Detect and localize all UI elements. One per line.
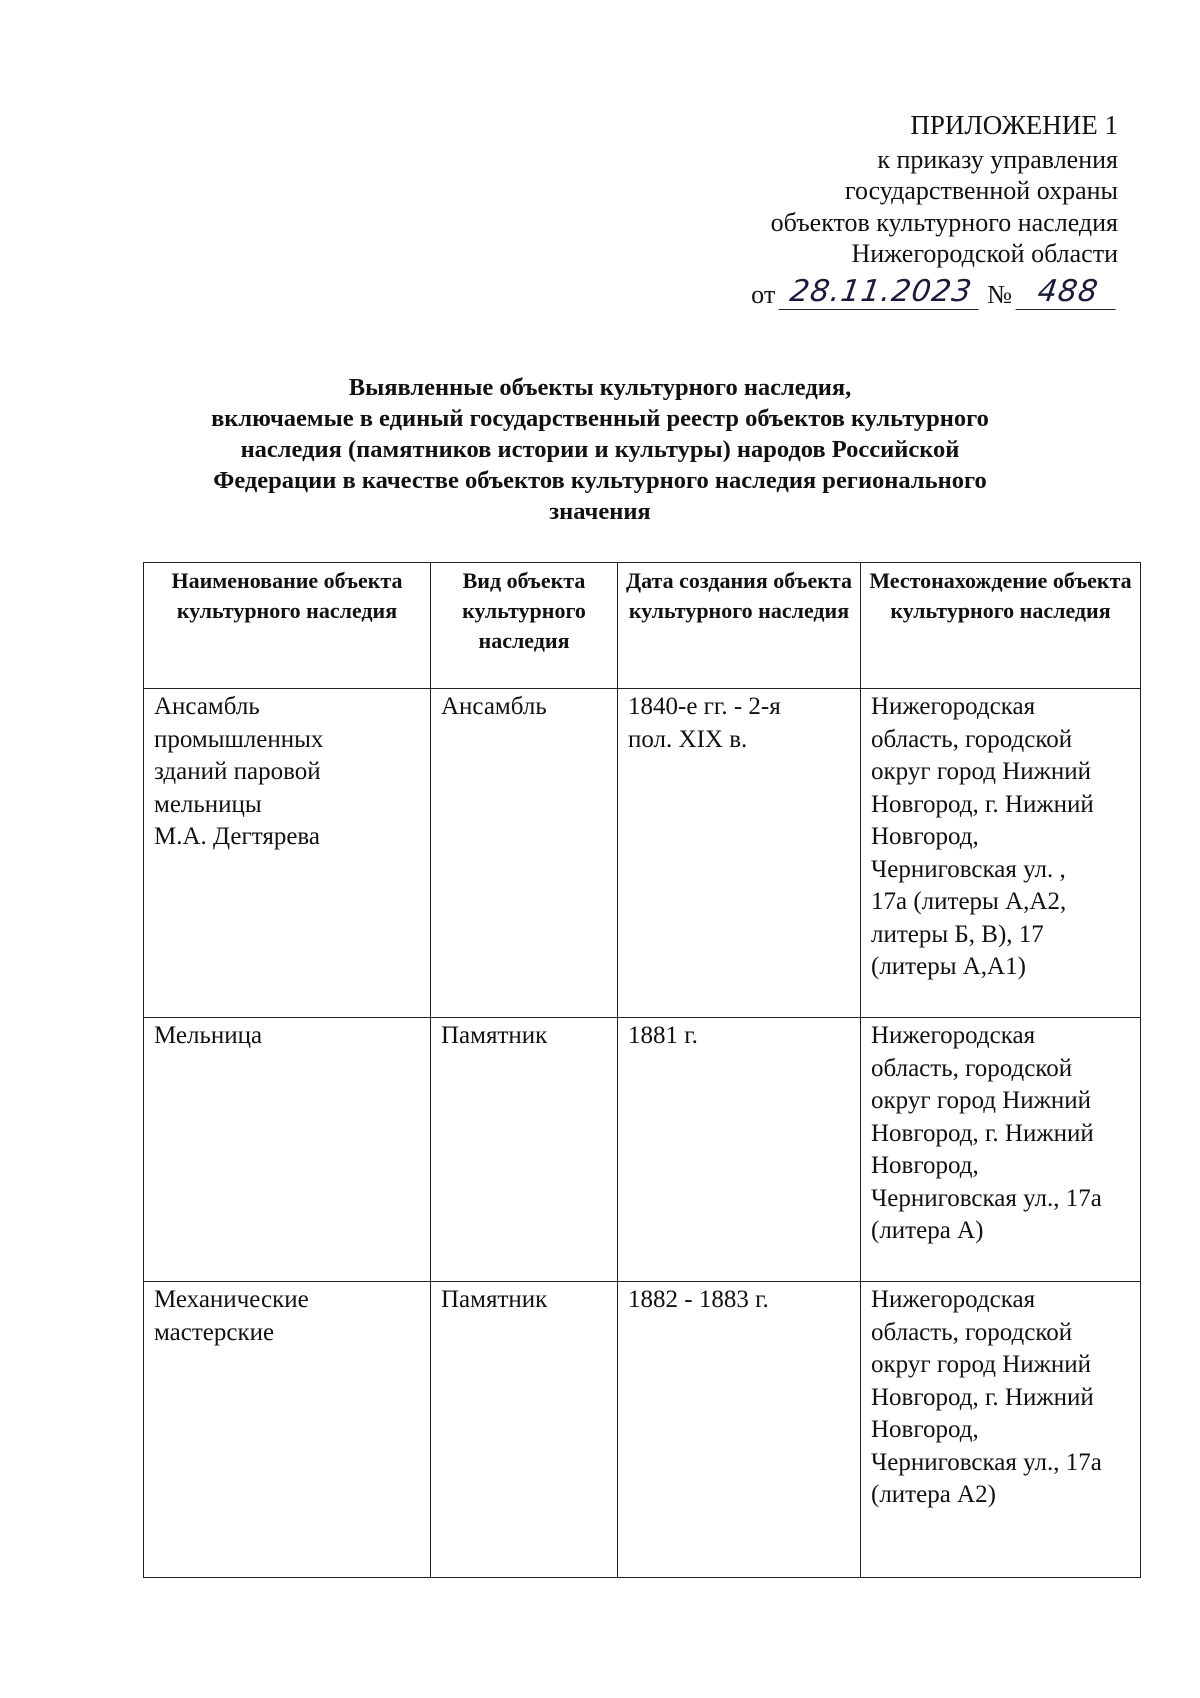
column-header-location: Местонахождение объекта культурного наследия xyxy=(861,563,1141,689)
appendix-line: к приказу управления xyxy=(877,144,1118,174)
title-line: включаемые в единый государственный реестр объектов культурного xyxy=(211,405,989,432)
appendix-line: объектов культурного наследия xyxy=(770,207,1118,237)
number-prefix: № xyxy=(987,280,1012,309)
cell-location: Нижегородская область, городской округ город Нижний Новгород, г. Нижний Новгород, Черниговская ул., 17а (литера А2) xyxy=(861,1282,1141,1578)
column-header-type: Вид объекта культурного наследия xyxy=(431,563,618,689)
heritage-objects-table xyxy=(143,562,1141,1578)
cell-date: 1881 г. xyxy=(618,1018,861,1282)
title-line: наследия (памятников истории и культуры) народов Российской xyxy=(240,436,960,463)
cell-type: Памятник xyxy=(431,1018,618,1282)
appendix-line: Нижегородской области xyxy=(851,239,1118,268)
handwritten-number: 488 xyxy=(1016,275,1121,310)
cell-name: Мельница xyxy=(144,1018,431,1282)
cell-name: Механические мастерские xyxy=(144,1282,431,1578)
appendix-line: государственной охраны xyxy=(844,176,1118,205)
cell-date: 1882 - 1883 г. xyxy=(618,1282,861,1578)
cell-date: 1840-е гг. - 2-я пол. XIX в. xyxy=(618,689,861,1018)
title-line: значения xyxy=(549,498,651,525)
date-prefix: от xyxy=(751,280,776,309)
table-row xyxy=(144,1282,1141,1578)
title-line: Выявленные объекты культурного наследия, xyxy=(348,374,852,401)
appendix-header xyxy=(598,110,1118,270)
column-header-date: Дата создания объекта культурного наследия xyxy=(618,563,861,689)
appendix-title: ПРИЛОЖЕНИЕ 1 xyxy=(910,110,1118,140)
cell-name: Ансамбль промышленных зданий паровой мельницы М.А. Дегтярева xyxy=(144,689,431,1018)
column-header-name: Наименование объекта культурного наследия xyxy=(144,563,431,689)
cell-location: Нижегородская область, городской округ город Нижний Новгород, г. Нижний Новгород, Черниговская ул. , 17а (литеры А,А2, литеры Б, В), 17 (литеры А,А1) xyxy=(861,689,1141,1018)
table-row xyxy=(144,689,1141,1018)
title-line: Федерации в качестве объектов культурного наследия регионального xyxy=(213,467,987,494)
cell-type: Памятник xyxy=(431,1282,618,1578)
table-row xyxy=(144,1018,1141,1282)
document-title xyxy=(150,372,1050,527)
cell-type: Ансамбль xyxy=(431,689,618,1018)
order-date-line xyxy=(751,268,1118,310)
handwritten-date: 28.11.2023 xyxy=(779,275,984,310)
table-header-row xyxy=(144,563,1141,689)
cell-location: Нижегородская область, городской округ город Нижний Новгород, г. Нижний Новгород, Черниговская ул., 17а (литера А) xyxy=(861,1018,1141,1282)
